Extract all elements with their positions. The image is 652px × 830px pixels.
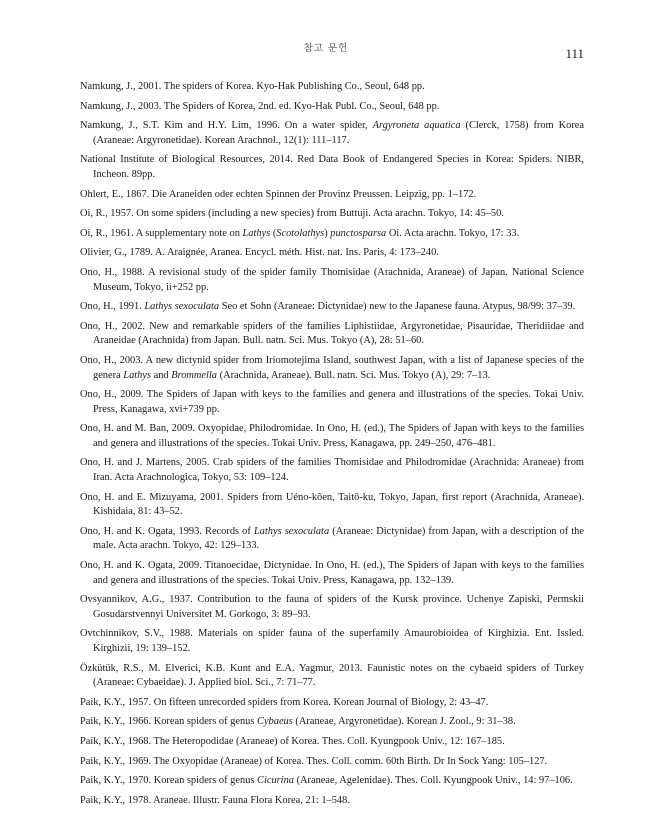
reference-entry (80, 715, 584, 730)
reference-text: Oi. Acta arachn. Tokyo, 17: 33. (386, 227, 520, 239)
reference-taxon-name: Cicurina (257, 775, 294, 787)
reference-taxon-name: Argyroneta aquatica (372, 120, 461, 132)
reference-taxon-name: punctosparsa (330, 227, 387, 239)
page-number: 111 (565, 46, 584, 61)
reference-entry (80, 207, 584, 222)
running-head: 참고 문헌 (303, 43, 349, 54)
reference-entry (80, 119, 584, 148)
reference-text: Paik, K.Y., 1968. The Heteropodidae (Araneae) of Korea. Thes. Coll. Kyungpook Univ., 12: 167–185. (80, 735, 505, 747)
reference-taxon-name: Brommella (171, 369, 218, 381)
reference-entry (80, 735, 584, 750)
reference-taxon-name: Cybaeus (257, 716, 293, 728)
reference-text: Ono, H. and E. Mizuyama, 2001. Spiders from Uéno-kôen, Taitô-ku, Tokyo, Japan, first report (Arachnida, Araneae). Kishidaia, 81: 43–52. (80, 491, 584, 518)
reference-text: (Arachnida, Araneae). Bull. natn. Sci. Mus. Tokyo (A), 29: 7–13. (217, 369, 491, 381)
reference-entry (80, 456, 584, 485)
reference-entry (80, 696, 584, 711)
reference-entry (80, 627, 584, 656)
reference-text: Paik, K.Y., 1978. Araneae. Illustr. Fauna Flora Korea, 21: 1–548. (80, 794, 350, 806)
reference-taxon-name: Lathys sexoculata (253, 525, 330, 537)
reference-entry (80, 491, 584, 520)
reference-text: ) (324, 227, 331, 239)
reference-text: Ono, H., 2003. A new dictynid spider from Iriomotejima Island, southwest Japan, with a list of Japanese species of the genera (80, 354, 584, 381)
reference-text: National Institute of Biological Resources, 2014. Red Data Book of Endangered Species in Korea: Spiders. NIBR, Incheon. 89pp. (80, 154, 584, 180)
reference-text: Ono, H. and J. Martens, 2005. Crab spiders of the families Thomisidae and Philodromidae (Arachnida: Araneae) from Iran. Acta Arachnologica, Tokyo, 53: 109–124. (80, 457, 584, 484)
reference-text: Seo et Sohn (Araneae: Dictynidae) new to the Japanese fauna. Atypus, 98/99: 37–39. (219, 301, 576, 313)
reference-entry (80, 388, 584, 417)
reference-entry (80, 227, 584, 242)
reference-text: Ono, H. and K. Ogata, 1993. Records of (80, 525, 254, 537)
reference-entry (80, 266, 584, 295)
reference-text: Paik, K.Y., 1969. The Oxyopidae (Araneae) of Korea. Thes. Coll. comm. 60th Birth. Dr In Sock Yang: 105–127. (80, 755, 548, 767)
reference-entry (80, 794, 584, 809)
reference-entry (80, 354, 584, 383)
reference-entry (80, 662, 584, 691)
reference-entry (80, 153, 584, 182)
reference-taxon-name: Lathys (123, 369, 152, 381)
reference-text: (Araneae: Dictynidae) from Japan, with a description of the male. Acta arachn. Tokyo, 42: 129–133. (93, 525, 584, 552)
reference-entry (80, 320, 584, 349)
reference-text: (Clerck, 1758) from Korea (Araneae: Argyronetidae). Korean Arachnol., 12(1): 111–117. (93, 120, 584, 146)
reference-text: and (151, 369, 172, 381)
reference-entry (80, 188, 584, 203)
reference-taxon-name: Lathys sexoculata (144, 301, 220, 313)
reference-entry (80, 80, 584, 95)
reference-text: Ono, H. and K. Ogata, 2009. Titanoecidae, Dictynidae. In Ono, H. (ed.), The Spiders of Japan with keys to the families and genera and illustrations of the species. Tokai Univ. Press, Kanagawa, pp. 132–139. (80, 560, 584, 586)
reference-entry (80, 525, 584, 554)
reference-entry (80, 422, 584, 451)
reference-entry (80, 246, 584, 261)
reference-text: Ono, H. and M. Ban, 2009. Oxyopidae, Philodromidae. In Ono, H. (ed.), The Spiders of Japan with keys to the families and genera and illustrations of the species. Tokai Univ. Press, Kanagawa, pp. 249–250, 476–481. (80, 423, 584, 449)
reference-text: ( (270, 227, 277, 239)
reference-entry (80, 593, 584, 622)
reference-taxon-name: Scotolathys (276, 227, 325, 239)
reference-text: Olivier, G., 1789. A. Araignée, Aranea. Encycl. méth. Hist. nat. Ins. Paris, 4: 173–240. (80, 247, 439, 259)
reference-text: Namkung, J., 2001. The spiders of Korea. Kyo-Hak Publishing Co., Seoul, 648 pp. (80, 81, 425, 92)
reference-text: Ono, H., 1988. A revisional study of the spider family Thomisidae (Arachnida, Araneae) of Japan. National Science Museum, Tokyo, ii+252 pp. (80, 266, 584, 293)
reference-text: Namkung, J., S.T. Kim and H.Y. Lim, 1996. On a water spider, (80, 120, 373, 132)
reference-text: Oi, R., 1957. On some spiders (including a new species) from Buttuji. Acta arachn. Tokyo, 14: 45–50. (80, 208, 504, 220)
reference-text: (Araneae, Agelenidae). Thes. Coll. Kyungpook Univ., 14: 97–106. (293, 775, 573, 787)
reference-text: Paik, K.Y., 1957. On fifteen unrecorded spiders from Korea. Korean Journal of Biology, 2: 43–47. (80, 696, 489, 708)
reference-text: Namkung, J., 2003. The Spiders of Korea, 2nd. ed. Kyo-Hak Publ. Co., Seoul, 648 pp. (80, 100, 440, 112)
reference-entry (80, 300, 584, 315)
reference-text: Paik, K.Y., 1966. Korean spiders of genus (80, 716, 258, 728)
reference-list (80, 80, 584, 813)
reference-text: Ohlert, E., 1867. Die Araneiden oder echten Spinnen der Provinz Preussen. Leipzig, pp. 1–172. (80, 188, 477, 200)
reference-entry (80, 100, 584, 115)
reference-entry (80, 559, 584, 588)
reference-text: Özkütük, R.S., M. Elverici, K.B. Kunt and E.A. Yagmur, 2013. Faunistic notes on the cybaeid spiders of Turkey (Araneae: Cybaeidae). J. Applied biol. Sci., 7: 71–77. (80, 662, 584, 689)
reference-text: Ono, H., 2009. The Spiders of Japan with keys to the families and genera and illustrations of the species. Tokai Univ. Press, Kanagawa, xvi+739 pp. (80, 389, 584, 415)
reference-text: (Araneae, Argyronetidae). Korean J. Zool., 9: 31–38. (292, 716, 516, 728)
reference-taxon-name: Lathys (242, 227, 271, 239)
reference-entry (80, 774, 584, 789)
reference-text: Ovsyannikov, A.G., 1937. Contribution to the fauna of spiders of the Kursk province. Uchenye Zapiski, Permskii Gosudarstvennyi Universitet M. Gorkogo, 3: 89–93. (80, 594, 584, 620)
reference-text: Paik, K.Y., 1970. Korean spiders of genus (80, 775, 258, 787)
reference-text: Oi, R., 1961. A supplementary note on (80, 227, 243, 239)
reference-text: Ono, H., 2002. New and remarkable spiders of the families Liphistiidae, Argyronetidae, Pisauridae, Theridiidae and Araneidae (Arachnida) from Japan. Bull. natn. Sci. Mus. Tokyo (A), 28: 51–60. (80, 320, 584, 347)
reference-text: Ono, H., 1991. (80, 301, 145, 313)
reference-entry (80, 755, 584, 770)
reference-text: Ovtchinnikov, S.V., 1988. Materials on spider fauna of the superfamily Amaurobioidea of Kirghizia. Ent. Issled. Kirghizii, 19: 139–152. (80, 628, 584, 654)
